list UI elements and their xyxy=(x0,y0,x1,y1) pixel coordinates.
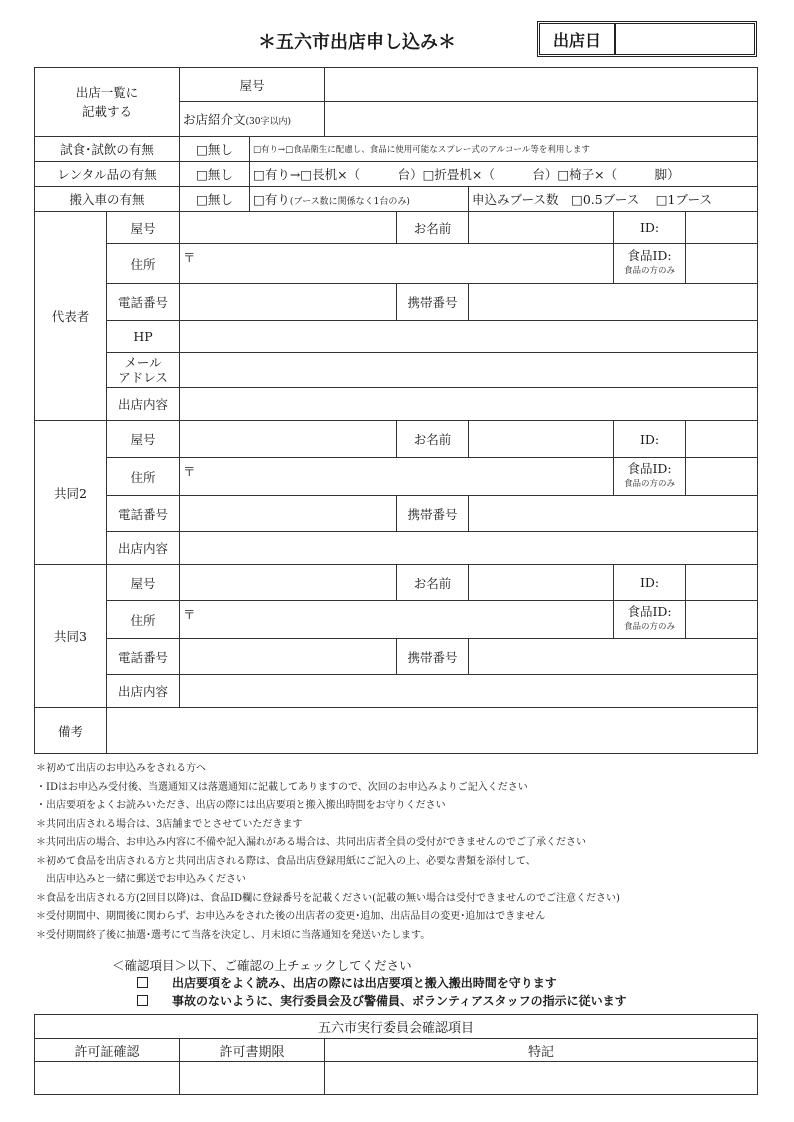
food-id-label-text: 食品ID: xyxy=(627,604,672,619)
confirm-item-2-text: 事故のないように、実行委員会及び警備員、ボランティアスタッフの指示に従います xyxy=(172,994,627,1008)
note-line: ・出店要項をよくお読みいただき、出店の際には出店要項と搬入搬出時間をお守りください xyxy=(36,800,446,811)
intro-label xyxy=(180,102,325,137)
joint3-content-label: 出店内容 xyxy=(107,675,180,708)
event-date-field[interactable] xyxy=(616,24,754,54)
rental-none-checkbox[interactable]: □無し xyxy=(180,162,250,187)
permit-check-field[interactable] xyxy=(35,1062,180,1095)
postal-mark: 〒 xyxy=(183,250,196,265)
joint2-address-field[interactable] xyxy=(180,458,614,496)
rep-mobile-label: 携帯番号 xyxy=(397,284,469,321)
tasting-label: 試食･試飲の有無 xyxy=(35,137,180,162)
joint2-group-label: 共同2 xyxy=(35,421,107,565)
rep-email-label xyxy=(107,353,180,388)
special-notes-field[interactable] xyxy=(325,1062,758,1095)
confirm-item-2[interactable] xyxy=(137,992,627,1009)
joint2-shop-name-field[interactable] xyxy=(180,421,397,458)
event-date-label: 出店日 xyxy=(540,24,616,54)
permit-expiry-field[interactable] xyxy=(180,1062,325,1095)
confirm-header: ＜確認項目＞以下、ご確認の上チェックしてください xyxy=(112,958,412,973)
joint3-content-field[interactable] xyxy=(180,675,758,708)
joint3-group-label: 共同3 xyxy=(35,565,107,708)
joint3-shop-name-label: 屋号 xyxy=(107,565,180,601)
joint3-phone-label: 電話番号 xyxy=(107,639,180,675)
confirm-item-1-text: 出店要項をよく読み、出店の際には出店要項と搬入搬出時間を守ります xyxy=(172,976,557,990)
note-line: ＊受付期間終了後に抽選･選考にて当落を決定し、月末頃に当落通知を発送いたします。 xyxy=(36,929,431,941)
rep-email-field[interactable] xyxy=(180,353,758,388)
tasting-none-checkbox[interactable]: □無し xyxy=(180,137,250,162)
joint3-id-field[interactable] xyxy=(686,565,758,601)
joint3-phone-field[interactable] xyxy=(180,639,397,675)
food-id-note: 食品の方のみ xyxy=(624,622,676,632)
postal-mark: 〒 xyxy=(183,607,196,622)
rep-food-id-label xyxy=(614,244,686,284)
permit-expiry-label: 許可書期限 xyxy=(180,1039,325,1062)
office-title: 五六市実行委員会確認項目 xyxy=(35,1015,758,1039)
listing-label xyxy=(35,68,180,137)
joint2-name-field[interactable] xyxy=(469,421,614,458)
confirm-checkbox-2[interactable] xyxy=(137,995,148,1006)
rep-shop-name-field[interactable] xyxy=(180,212,397,244)
listing-label-line2: 記載する xyxy=(82,104,133,119)
email-label-line2: アドレス xyxy=(118,370,168,385)
rep-group-label: 代表者 xyxy=(35,212,107,421)
summary-shop-name-field[interactable] xyxy=(325,68,758,102)
rep-shop-name-label: 屋号 xyxy=(107,212,180,244)
food-id-note: 食品の方のみ xyxy=(624,479,676,489)
joint2-content-field[interactable] xyxy=(180,532,758,565)
note-line: 出店申込みと一緒に郵送でお申込みください xyxy=(36,874,246,885)
rep-id-field[interactable] xyxy=(686,212,758,244)
joint3-mobile-label: 携帯番号 xyxy=(397,639,469,675)
joint3-name-field[interactable] xyxy=(469,565,614,601)
rep-hp-field[interactable] xyxy=(180,321,758,353)
note-line: ＊食品を出店される方(2回目以降)は、食品ID欄に登録番号を記載ください(記載の無い場合は受付できませんのでご注意ください) xyxy=(36,892,620,904)
joint2-mobile-label: 携帯番号 xyxy=(397,496,469,532)
rep-food-id-field[interactable] xyxy=(686,244,758,284)
vehicle-yes-checkbox[interactable] xyxy=(250,187,469,212)
joint2-shop-name-label: 屋号 xyxy=(107,421,180,458)
notes xyxy=(36,760,766,945)
rep-name-field[interactable] xyxy=(469,212,614,244)
food-id-label-text: 食品ID: xyxy=(627,248,672,263)
joint3-food-id-label xyxy=(614,601,686,639)
note-line: ＊共同出店される場合は、3店舗までとさせていただきます xyxy=(36,818,303,830)
rental-yes-options[interactable]: □有り→□長机×（ 台）□折畳机×（ 台）□椅子×（ 脚） xyxy=(250,162,758,187)
joint2-content-label: 出店内容 xyxy=(107,532,180,565)
joint3-shop-name-field[interactable] xyxy=(180,565,397,601)
note-line: ・IDはお申込み受付後、当選通知又は落選通知に記載してありますので、次回のお申込みよりご記入ください xyxy=(36,781,528,793)
joint2-address-label: 住所 xyxy=(107,458,180,496)
joint2-food-id-field[interactable] xyxy=(686,458,758,496)
booth-count-options[interactable]: 申込みブース数 □0.5ブース □1ブース xyxy=(469,187,758,212)
permit-check-label: 許可証確認 xyxy=(35,1039,180,1062)
page-title: ＊五六市出店申し込み＊ xyxy=(258,32,456,53)
tasting-yes-checkbox[interactable]: □有り→□食品衛生に配慮し、食品に使用可能なスプレー式のアルコール等を利用します xyxy=(250,137,758,162)
note-line: ＊初めて食品を出店される方と共同出店される際は、食品出店登録用紙にご記入の上、必要な書類を添付して、 xyxy=(36,855,536,867)
confirm-item-1[interactable] xyxy=(137,974,557,991)
food-id-label-text: 食品ID: xyxy=(627,461,672,476)
joint3-address-field[interactable] xyxy=(180,601,614,639)
rep-name-label: お名前 xyxy=(397,212,469,244)
joint3-id-label: ID: xyxy=(614,565,686,601)
joint2-food-id-label xyxy=(614,458,686,496)
vehicle-yes-note: (ブース数に関係なく1台のみ) xyxy=(289,197,410,207)
vehicle-label: 搬入車の有無 xyxy=(35,187,180,212)
joint3-food-id-field[interactable] xyxy=(686,601,758,639)
joint2-id-label: ID: xyxy=(614,421,686,458)
confirm-checkbox-1[interactable] xyxy=(137,977,148,988)
rep-mobile-field[interactable] xyxy=(469,284,758,321)
note-line: ＊受付期間中、期間後に関わらず、お申込みをされた後の出店者の変更･追加、出店品目の変更･追加はできません xyxy=(36,911,546,922)
joint2-phone-field[interactable] xyxy=(180,496,397,532)
joint3-address-label: 住所 xyxy=(107,601,180,639)
intro-label-text: お店紹介文 xyxy=(183,112,246,127)
intro-note: (30字以内) xyxy=(245,117,292,127)
summary-shop-name-label: 屋号 xyxy=(180,68,325,102)
rep-content-field[interactable] xyxy=(180,388,758,421)
office-table xyxy=(34,1014,758,1095)
email-label-line1: メール xyxy=(124,355,162,370)
intro-field[interactable] xyxy=(325,102,758,137)
joint2-id-field[interactable] xyxy=(686,421,758,458)
listing-label-line1: 出店一覧に xyxy=(75,85,139,100)
rep-address-label: 住所 xyxy=(107,244,180,284)
remarks-field[interactable] xyxy=(107,708,758,754)
rep-address-field[interactable] xyxy=(180,244,614,284)
joint3-mobile-field[interactable] xyxy=(469,639,758,675)
rep-phone-field[interactable] xyxy=(180,284,397,321)
rep-id-label: ID: xyxy=(614,212,686,244)
note-line: ＊共同出店の場合、お申込み内容に不備や記入漏れがある場合は、共同出店者全員の受付ができませんのでご了承ください xyxy=(36,837,586,848)
postal-mark: 〒 xyxy=(183,464,196,479)
joint3-name-label: お名前 xyxy=(397,565,469,601)
joint2-phone-label: 電話番号 xyxy=(107,496,180,532)
remarks-label: 備考 xyxy=(35,708,107,754)
rep-phone-label: 電話番号 xyxy=(107,284,180,321)
joint2-mobile-field[interactable] xyxy=(469,496,758,532)
event-date-box xyxy=(537,21,757,57)
food-id-note: 食品の方のみ xyxy=(624,266,676,276)
rep-hp-label: HP xyxy=(107,321,180,353)
vehicle-none-checkbox[interactable]: □無し xyxy=(180,187,250,212)
joint2-name-label: お名前 xyxy=(397,421,469,458)
vehicle-yes-text: □有り xyxy=(253,192,290,207)
rental-label: レンタル品の有無 xyxy=(35,162,180,187)
note-line: ＊初めて出店のお申込みをされる方へ xyxy=(36,763,206,774)
rep-content-label: 出店内容 xyxy=(107,388,180,421)
special-notes-label: 特記 xyxy=(325,1039,758,1062)
application-form xyxy=(34,67,758,754)
